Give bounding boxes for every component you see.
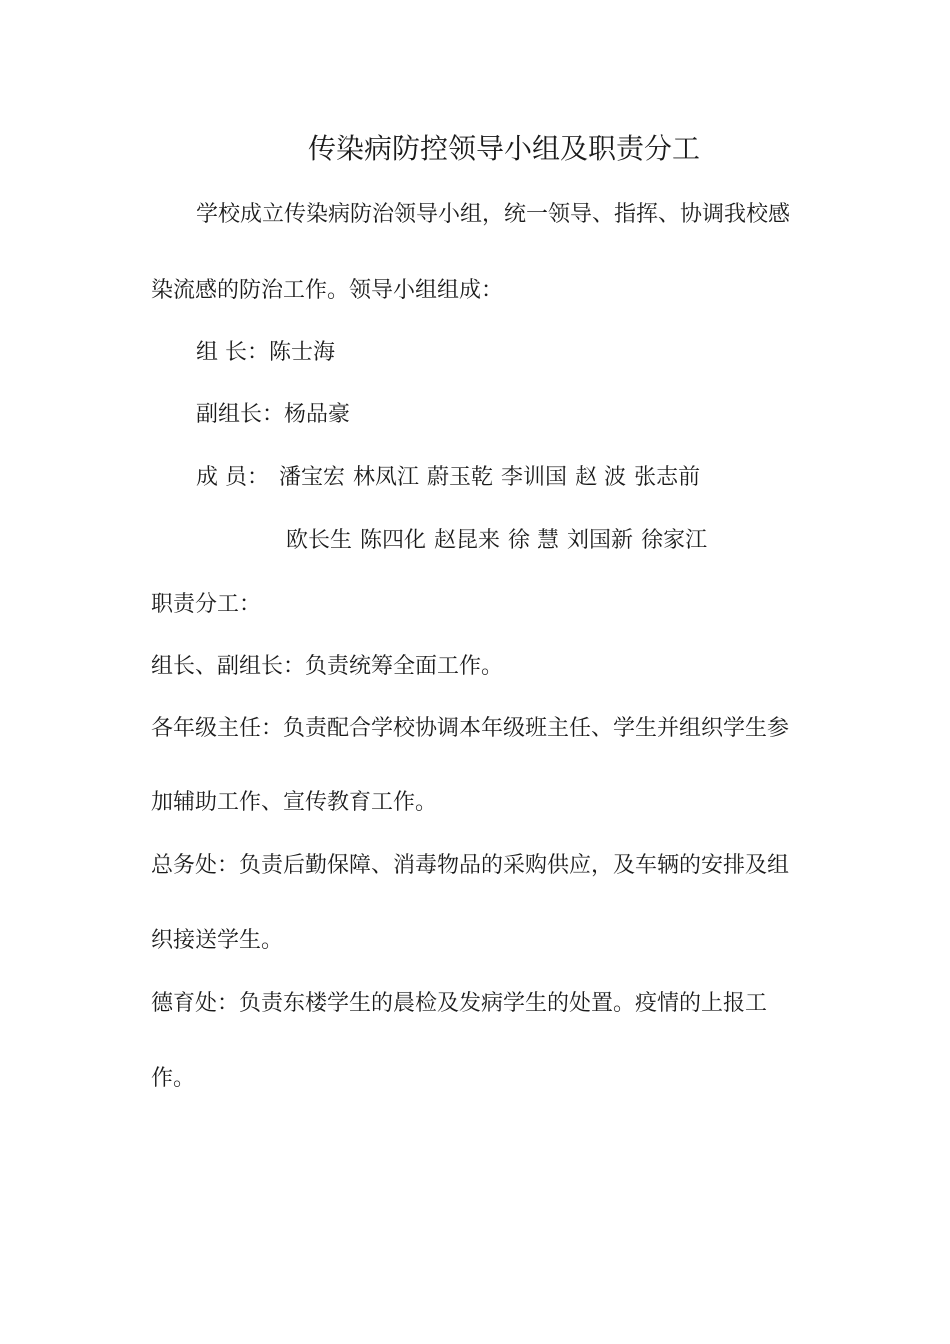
deputy-label: 副组长： [196,402,285,427]
leader-row [196,340,335,366]
intro-line-1: 学校成立传染病防治领导小组，统一领导、指挥、协调我校感 [196,202,791,227]
member-name: 潘宝宏 [279,465,346,490]
member-name: 徐 慧 [508,528,560,553]
member-name: 赵昆来 [434,528,501,553]
leader-label: 组 长： [196,340,269,365]
duty-grade-directors-line-2: 加辅助工作、宣传教育工作。 [151,790,438,815]
members-label: 成 员： [196,465,269,490]
duty-moral-education-line-2: 作。 [151,1066,196,1091]
leader-name: 陈士海 [269,340,336,365]
duty-moral-education-line-1: 德育处：负责东楼学生的晨检及发病学生的处置。疫情的上报工 [151,991,768,1016]
member-name: 赵 波 [575,465,627,490]
member-name: 欧长生 [286,528,353,553]
deputy-name: 杨品豪 [284,402,351,427]
members-row-1 [196,465,708,491]
duty-general-affairs-line-2: 织接送学生。 [151,928,284,953]
document-title: 传染病防控领导小组及职责分工 [307,132,700,165]
intro-line-2: 染流感的防治工作。领导小组组成： [151,278,504,303]
member-name: 刘国新 [567,528,634,553]
duty-general-affairs-line-1: 总务处：负责后勤保障、消毒物品的采购供应，及车辆的安排及组 [151,853,790,878]
member-name: 蔚玉乾 [427,465,494,490]
member-name: 徐家江 [641,528,708,553]
duties-heading: 职责分工： [151,592,262,617]
member-name: 林凤江 [353,465,420,490]
members-row-2 [286,528,715,554]
member-name: 张志前 [634,465,701,490]
member-name: 陈四化 [360,528,427,553]
duty-leaders: 组长、副组长：负责统筹全面工作。 [151,654,504,679]
deputy-row [196,402,350,428]
duty-grade-directors-line-1: 各年级主任：负责配合学校协调本年级班主任、学生并组织学生参 [151,716,790,741]
member-name: 李训国 [501,465,568,490]
